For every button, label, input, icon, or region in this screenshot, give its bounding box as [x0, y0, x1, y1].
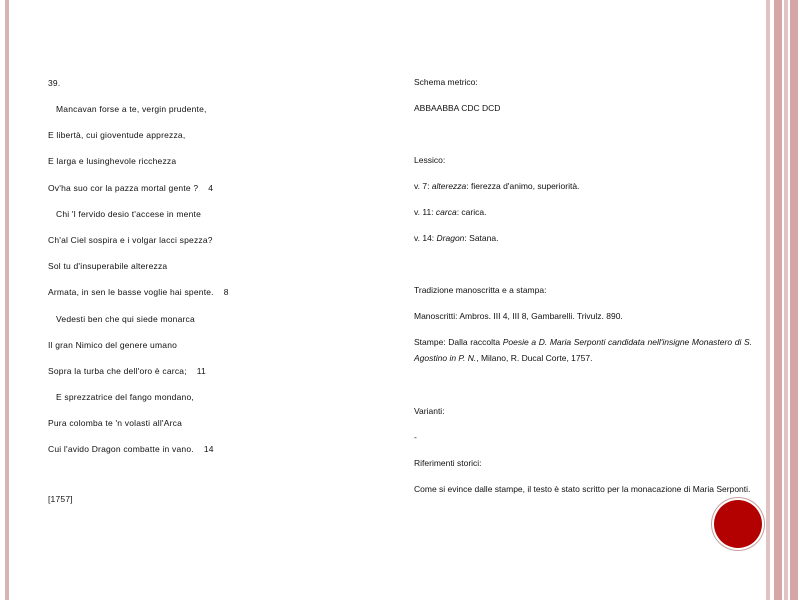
line-number: 8 [223, 287, 229, 298]
schema-value: ABBAABBA CDC DCD [414, 103, 501, 113]
poem-line [48, 310, 378, 336]
poem-line [48, 388, 378, 414]
slide-frame-right-stripe [774, 0, 782, 600]
poem-line-text: Sopra la turba che dell'oro è carca; [48, 365, 187, 376]
line-number: 4 [208, 182, 214, 193]
poem-lines [48, 100, 378, 467]
varianti-value: - [414, 432, 417, 442]
poem-line-text: Pura colomba te 'n volasti all'Arca [48, 418, 183, 429]
poem-line [48, 100, 378, 126]
poem-line [48, 205, 378, 231]
slide-frame-right-stripe [784, 0, 788, 600]
poem-line-text: E sprezzatrice del fango mondano, [56, 392, 194, 403]
slide-frame-left [5, 0, 9, 600]
schema-label: Schema metrico: [414, 77, 478, 87]
riferimenti-text: Come si evince dalle stampe, il testo è stato scritto per la monacazione di Maria Serponti. [414, 484, 751, 494]
poem-line [48, 414, 378, 440]
poem-line [48, 152, 378, 178]
poem-number: 39. [48, 78, 61, 88]
poem-line-text: Ch'al Ciel sospira e i volgar lacci spezza? [48, 234, 213, 245]
poem-line-text: Armata, in sen le basse voglie hai spente. [48, 287, 214, 298]
poem-line-text: Ov'ha suo cor la pazza mortal gente ? [48, 182, 199, 193]
line-number: 11 [196, 365, 206, 376]
poem-line [48, 336, 378, 362]
lessico-item: v. 7: alterezza: fierezza d'animo, superiorità. [414, 181, 580, 191]
lessico-item: v. 14: Dragon: Satana. [414, 233, 499, 243]
line-number: 14 [203, 444, 214, 455]
lessico-item: v. 11: carca: carica. [414, 207, 487, 217]
poem-line-text: Vedesti ben che qui siede monarca [56, 313, 195, 324]
poem-line [48, 283, 378, 309]
poem-line-text: Il gran Nimico del genere umano [48, 339, 178, 350]
poem-line [48, 179, 378, 205]
poem-line-text: Mancavan forse a te, vergin prudente, [56, 104, 207, 114]
varianti-label: Varianti: [414, 406, 445, 416]
slide-frame-right-stripe [790, 0, 798, 600]
poem-column [48, 74, 378, 504]
stampe-text: Stampe: Dalla raccolta Poesie a D. Maria Serponti candidata nell'insigne Monastero di S. Agostino in P. N., Milano, R. Ducal Corte, 1757. [414, 337, 752, 363]
tradizione-label: Tradizione manoscritta e a stampa: [414, 285, 547, 295]
poem-line [48, 362, 378, 388]
poem-line [48, 257, 378, 283]
poem-line-text: Chi 'l fervido desio t'accese in mente [56, 208, 202, 219]
poem-line [48, 231, 378, 257]
poem-line-text: E libertà, cui gioventude apprezza, [48, 130, 186, 141]
slide-frame-right-stripe [766, 0, 770, 600]
poem-line-text: Cui l'avido Dragon combatte in vano. [48, 444, 194, 455]
manoscritti-text: Manoscritti: Ambros. III 4, III 8, Gambarelli. Trivulz. 890. [414, 311, 623, 321]
red-circle-icon [714, 500, 762, 548]
riferimenti-label: Riferimenti storici: [414, 458, 482, 468]
poem-date: [1757] [48, 494, 73, 504]
lessico-label: Lessico: [414, 155, 446, 165]
poem-line-text: Sol tu d'insuperabile alterezza [48, 261, 168, 272]
poem-line-text: E larga e lusinghevole ricchezza [48, 156, 177, 167]
poem-line [48, 126, 378, 152]
poem-line [48, 440, 378, 466]
